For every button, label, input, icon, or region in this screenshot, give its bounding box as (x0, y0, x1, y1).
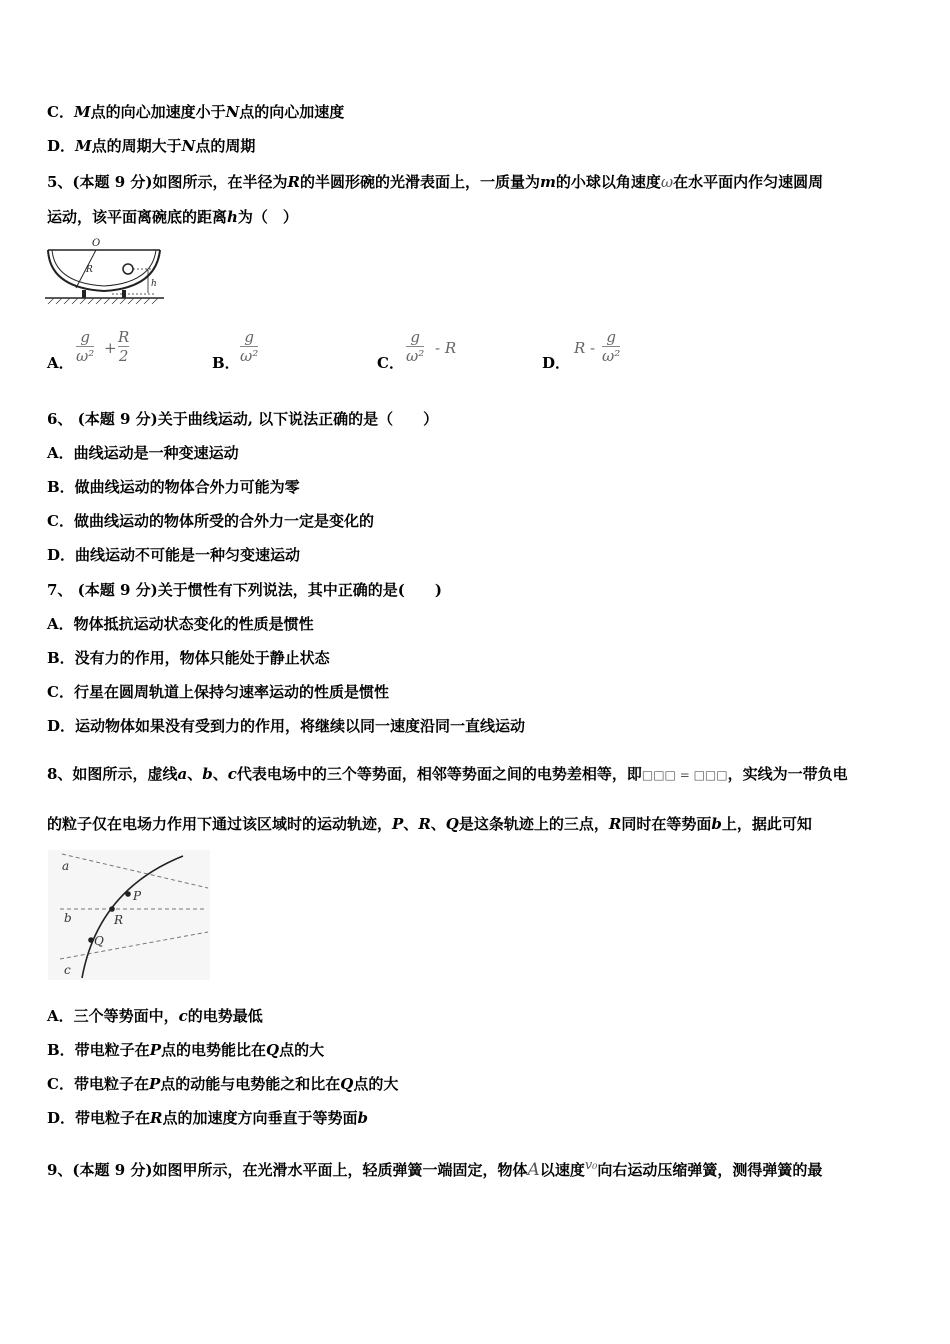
label-h: h (151, 279, 157, 289)
q6-option-b: B．做曲线运动的物体合外力可能为零 (47, 478, 300, 496)
q5-stem-line2: 运动，该平面离碗底的距离h为（ ） (47, 208, 298, 226)
q5-option-d-head: R - (574, 339, 596, 357)
q8-option-b: B．带电粒子在P点的电势能比在Q点的大 (47, 1041, 325, 1059)
label-a: a (62, 859, 70, 873)
q8-option-d: D．带电粒子在R点的加速度方向垂直于等势面b (47, 1109, 368, 1127)
q5-option-d-frac: $\frac{g}{\text{ω²}}$ (602, 328, 621, 365)
point-r (109, 906, 115, 912)
ground-hatch (48, 298, 158, 304)
q7-option-a: A．物体抵抗运动状态变化的性质是惯性 (47, 615, 314, 633)
label-p: P (133, 889, 142, 903)
q5-bowl-figure (42, 236, 167, 306)
q5-option-a-frac1: $\frac{g}{\text{ω²}}$ (76, 328, 95, 365)
q5-option-a-label: A． (47, 354, 74, 372)
label-q: Q (94, 934, 104, 948)
q8-option-a: A．三个等势面中，c的电势最低 (47, 1007, 263, 1025)
label-c: c (64, 963, 71, 977)
label-r: R (86, 265, 93, 275)
q4-option-d: D．M点的周期大于N点的周期 (47, 137, 256, 155)
bowl-outer (48, 250, 160, 291)
q8-option-c: C．带电粒子在P点的动能与电势能之和比在Q点的大 (47, 1075, 399, 1093)
q5-option-d-label: D． (542, 354, 571, 372)
q8-stem-line2: 的粒子仅在电场力作用下通过该区域时的运动轨迹，P、R、Q是这条轨迹上的三点，R同时在等势面b上，据此可知 (47, 815, 812, 833)
q5-option-c-frac: $\frac{g}{\text{ω²}}$ (406, 328, 425, 365)
q5-option-a-plus: + (104, 339, 117, 357)
q9-stem: 9、(本题 9 分)如图甲所示，在光滑水平面上，轻质弹簧一端固定，物体A以速度v₀向右运动压缩弹簧，测得弹簧的最 (47, 1158, 823, 1180)
q5-option-b-label: B． (212, 354, 240, 372)
point-q (88, 937, 94, 943)
q7-option-c: C．行星在圆周轨道上保持匀速率运动的性质是惯性 (47, 683, 389, 701)
q7-stem: 7、 (本题 9 分)关于惯性有下列说法，其中正确的是( ) (47, 581, 442, 599)
bowl-foot-left (82, 290, 86, 298)
q4-option-c: C．M点的向心加速度小于N点的向心加速度 (47, 103, 345, 121)
q5-option-b-frac: $\frac{g}{\text{ω²}}$ (240, 328, 259, 365)
q7-option-d: D．运动物体如果没有受到力的作用，将继续以同一速度沿同一直线运动 (47, 717, 526, 735)
label-b: b (64, 911, 72, 925)
q5-option-a-frac2: $\frac{R}{2}$ (118, 328, 130, 365)
q6-option-d: D．曲线运动不可能是一种匀变速运动 (47, 546, 301, 564)
q6-option-a: A．曲线运动是一种变速运动 (47, 444, 239, 462)
q5-stem-line1: 5、(本题 9 分)如图所示，在半径为R的半圆形碗的光滑表面上，一质量为m的小球以角速度ω在水平面内作匀速圆周 (47, 173, 824, 191)
q5-option-c-tail: - R (435, 339, 457, 357)
ball (123, 264, 133, 274)
label-r: R (114, 913, 124, 927)
q6-option-c: C．做曲线运动的物体所受的合外力一定是变化的 (47, 512, 374, 530)
q6-stem: 6、 (本题 9 分)关于曲线运动, 以下说法正确的是（ ） (47, 410, 439, 428)
q8-stem-line1: 8、如图所示，虚线a、b、c代表电场中的三个等势面，相邻等势面之间的电势差相等，即□□□ = □□□，实线为一带负电 (47, 765, 848, 783)
point-p (125, 891, 131, 897)
q7-option-b: B．没有力的作用，物体只能处于静止状态 (47, 649, 330, 667)
q8-field-figure (48, 850, 210, 980)
label-o: O (92, 238, 101, 249)
q5-option-c-label: C． (377, 354, 404, 372)
